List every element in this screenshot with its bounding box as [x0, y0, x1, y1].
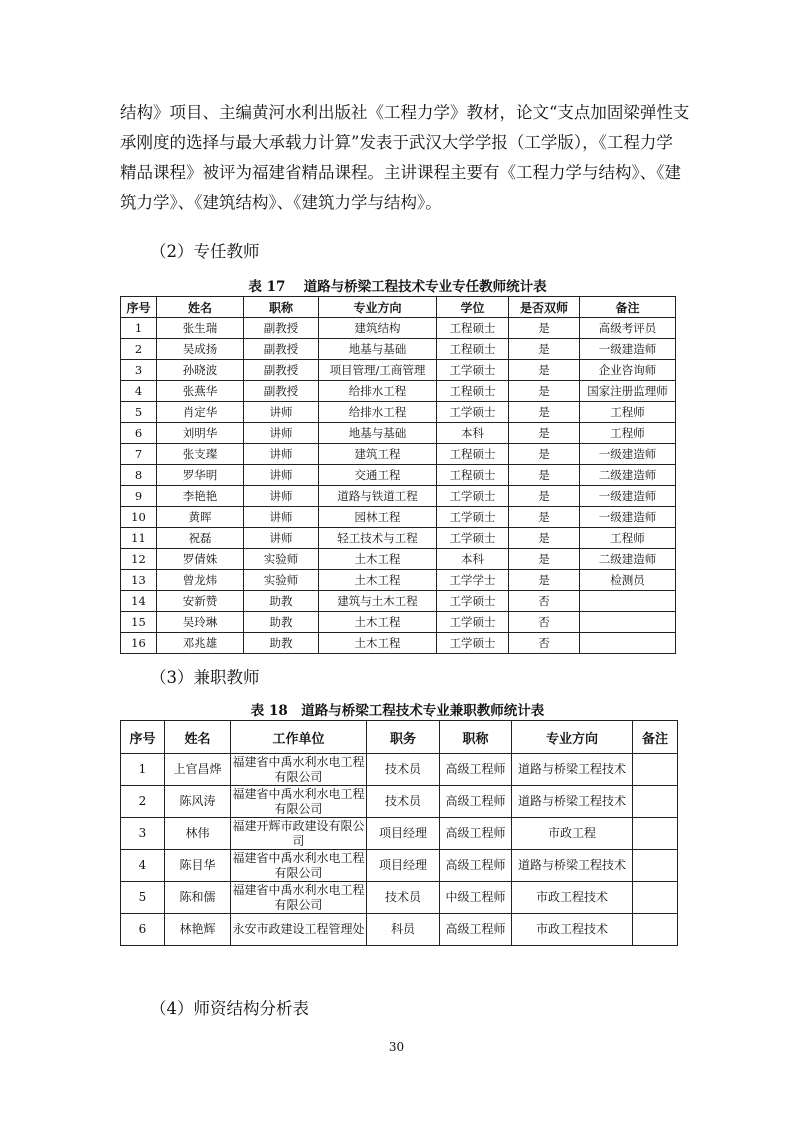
table-18 [120, 720, 678, 946]
table-cell: 讲师 [244, 507, 319, 528]
table-cell: 8 [121, 465, 157, 486]
table-cell: 是 [509, 507, 580, 528]
table-cell: 罗华明 [157, 465, 244, 486]
table-row [121, 444, 676, 465]
table-row [121, 570, 676, 591]
table-cell: 陈目华 [165, 850, 231, 882]
column-header: 姓名 [165, 721, 231, 754]
table-cell: 是 [509, 444, 580, 465]
table-cell: 企业咨询师 [580, 360, 676, 381]
table-cell: 建筑结构 [319, 318, 437, 339]
table-cell: 林伟 [165, 818, 231, 850]
table-row [121, 423, 676, 444]
table-cell [633, 786, 678, 818]
table-cell: 邓兆雄 [157, 633, 244, 654]
table-row [121, 633, 676, 654]
table-cell: 否 [509, 612, 580, 633]
table-row [121, 882, 678, 914]
table-cell: 11 [121, 528, 157, 549]
table-cell: 14 [121, 591, 157, 612]
table-cell: 工学硕士 [437, 402, 509, 423]
column-header: 专业方向 [319, 297, 437, 318]
column-header: 学位 [437, 297, 509, 318]
table-cell: 本科 [437, 549, 509, 570]
table-cell: 张支璨 [157, 444, 244, 465]
table-cell: 高级工程师 [440, 818, 512, 850]
table-cell: 一级建造师 [580, 444, 676, 465]
table-cell [633, 850, 678, 882]
table-cell: 实验师 [244, 549, 319, 570]
table-cell: 检测员 [580, 570, 676, 591]
table-cell: 市政工程 [512, 818, 633, 850]
table-18-header-row [121, 721, 678, 754]
section-heading-4: （4）师资结构分析表 [150, 999, 309, 1018]
table-cell: 工程硕士 [437, 465, 509, 486]
table-cell: 给排水工程 [319, 402, 437, 423]
table-cell: 肖定华 [157, 402, 244, 423]
table-row [121, 465, 676, 486]
table-cell: 讲师 [244, 423, 319, 444]
table-cell: 12 [121, 549, 157, 570]
table-cell: 工程硕士 [437, 318, 509, 339]
intro-line: 结构》项目、主编黄河水利出版社《工程力学》教材，论文“支点加固梁弹性支 [120, 103, 690, 122]
table-cell: 本科 [437, 423, 509, 444]
table-17-body [121, 318, 676, 654]
table-17 [120, 296, 676, 654]
table-cell: 13 [121, 570, 157, 591]
table-row [121, 914, 678, 946]
intro-line: 承刚度的选择与最大承载力计算”发表于武汉大学学报（工学版），《工程力学 [120, 133, 673, 152]
table-cell: 林艳辉 [165, 914, 231, 946]
table-cell: 国家注册监理师 [580, 381, 676, 402]
table-cell: 工程师 [580, 528, 676, 549]
table-cell [580, 633, 676, 654]
table-cell: 地基与基础 [319, 423, 437, 444]
table-cell: 6 [121, 423, 157, 444]
table-cell: 张燕华 [157, 381, 244, 402]
table-cell: 4 [121, 381, 157, 402]
intro-paragraph [120, 98, 690, 218]
table-row [121, 360, 676, 381]
table-cell: 16 [121, 633, 157, 654]
table-cell: 副教授 [244, 381, 319, 402]
column-header: 备注 [633, 721, 678, 754]
table-row [121, 818, 678, 850]
table-18-caption: 表 18 道路与桥梁工程技术专业兼职教师统计表 [250, 703, 545, 719]
table-row [121, 486, 676, 507]
table-cell: 上官昌烨 [165, 754, 231, 786]
table-cell: 工学硕士 [437, 360, 509, 381]
table-cell: 一级建造师 [580, 486, 676, 507]
table-cell: 讲师 [244, 465, 319, 486]
table-cell: 福建省中禹水利水电工程有限公司 [232, 754, 365, 784]
table-cell: 15 [121, 612, 157, 633]
table-cell: 市政工程技术 [512, 914, 633, 946]
table-cell: 刘明华 [157, 423, 244, 444]
table-cell: 陈风涛 [165, 786, 231, 818]
table-cell: 是 [509, 528, 580, 549]
table-cell: 高级工程师 [440, 914, 512, 946]
table-cell: 土木工程 [319, 612, 437, 633]
table-cell: 是 [509, 360, 580, 381]
column-header: 职称 [440, 721, 512, 754]
table-cell: 高级考评员 [580, 318, 676, 339]
table-cell: 高级工程师 [440, 786, 512, 818]
table-cell [633, 882, 678, 914]
table-cell: 地基与基础 [319, 339, 437, 360]
table-cell: 吴玲琳 [157, 612, 244, 633]
table-cell: 4 [121, 850, 165, 882]
table-row [121, 786, 678, 818]
table-cell: 讲师 [244, 402, 319, 423]
section-heading-2: （2）专任教师 [150, 242, 260, 261]
table-cell: 3 [121, 818, 165, 850]
table-cell: 工学硕士 [437, 528, 509, 549]
table-cell: 永安市政建设工程管理处 [231, 914, 367, 946]
table-cell: 副教授 [244, 339, 319, 360]
column-header: 工作单位 [231, 721, 367, 754]
table-row [121, 318, 676, 339]
column-header: 是否双师 [509, 297, 580, 318]
table-cell: 道路与铁道工程 [319, 486, 437, 507]
table-cell: 道路与桥梁工程技术 [512, 850, 633, 882]
table-cell: 实验师 [244, 570, 319, 591]
table-row [121, 528, 676, 549]
table-cell: 给排水工程 [319, 381, 437, 402]
column-header: 专业方向 [512, 721, 633, 754]
table-cell: 工学硕士 [437, 612, 509, 633]
table-row [121, 612, 676, 633]
table-cell: 项目经理 [367, 818, 440, 850]
page-number: 30 [388, 1040, 405, 1054]
table-row [121, 507, 676, 528]
table-cell: 工学硕士 [437, 507, 509, 528]
table-cell: 土木工程 [319, 570, 437, 591]
table-cell: 吴成扬 [157, 339, 244, 360]
table-cell: 工程师 [580, 423, 676, 444]
column-header: 序号 [121, 297, 157, 318]
table-cell: 是 [509, 549, 580, 570]
table-cell: 工程硕士 [437, 381, 509, 402]
table-row [121, 402, 676, 423]
table-17-caption: 表 17 道路与桥梁工程技术专业专任教师统计表 [248, 279, 547, 295]
table-cell: 园林工程 [319, 507, 437, 528]
intro-line: 精品课程》被评为福建省精品课程。主讲课程主要有《工程力学与结构》、《建 [120, 163, 681, 182]
table-cell: 高级工程师 [440, 754, 512, 786]
table-cell: 建筑与土木工程 [319, 591, 437, 612]
table-cell: 陈和儒 [165, 882, 231, 914]
table-cell: 5 [121, 882, 165, 914]
table-cell: 助教 [244, 612, 319, 633]
table-row [121, 339, 676, 360]
column-header: 姓名 [157, 297, 244, 318]
table-cell: 轻工技术与工程 [319, 528, 437, 549]
column-header: 职称 [244, 297, 319, 318]
table-cell: 是 [509, 486, 580, 507]
table-cell: 助教 [244, 591, 319, 612]
table-cell [633, 754, 678, 786]
table-cell [633, 818, 678, 850]
table-cell [633, 914, 678, 946]
table-cell: 市政工程技术 [512, 882, 633, 914]
column-header: 职务 [367, 721, 440, 754]
table-cell: 科员 [367, 914, 440, 946]
table-cell [580, 612, 676, 633]
table-cell: 交通工程 [319, 465, 437, 486]
table-17-header-row [121, 297, 676, 318]
table-row [121, 850, 678, 882]
table-cell: 副教授 [244, 318, 319, 339]
table-cell: 1 [121, 318, 157, 339]
table-cell: 6 [121, 914, 165, 946]
table-cell: 讲师 [244, 528, 319, 549]
table-cell: 福建开辉市政建设有限公司 [232, 818, 365, 848]
table-cell: 技术员 [367, 786, 440, 818]
table-cell: 否 [509, 633, 580, 654]
table-cell: 是 [509, 423, 580, 444]
table-cell: 二级建造师 [580, 465, 676, 486]
table-cell: 9 [121, 486, 157, 507]
table-cell [580, 591, 676, 612]
table-cell: 工学学士 [437, 570, 509, 591]
table-row [121, 754, 678, 786]
table-cell: 福建省中禹水利水电工程有限公司 [232, 850, 365, 880]
table-cell: 讲师 [244, 486, 319, 507]
table-cell: 技术员 [367, 882, 440, 914]
table-cell: 福建省中禹水利水电工程有限公司 [232, 786, 365, 816]
table-cell: 工程硕士 [437, 444, 509, 465]
table-cell: 黄晖 [157, 507, 244, 528]
table-cell: 否 [509, 591, 580, 612]
table-cell: 项目经理 [367, 850, 440, 882]
table-cell: 讲师 [244, 444, 319, 465]
section-heading-3: （3）兼职教师 [150, 668, 260, 687]
table-cell: 一级建造师 [580, 339, 676, 360]
table-cell: 工学硕士 [437, 591, 509, 612]
table-cell: 助教 [244, 633, 319, 654]
table-cell: 土木工程 [319, 633, 437, 654]
table-cell: 罗倩姝 [157, 549, 244, 570]
table-cell: 孙晓波 [157, 360, 244, 381]
table-cell: 技术员 [367, 754, 440, 786]
table-cell: 道路与桥梁工程技术 [512, 754, 633, 786]
table-cell: 是 [509, 465, 580, 486]
table-cell: 1 [121, 754, 165, 786]
table-cell: 2 [121, 786, 165, 818]
table-cell: 5 [121, 402, 157, 423]
table-cell: 2 [121, 339, 157, 360]
table-cell: 道路与桥梁工程技术 [512, 786, 633, 818]
table-row [121, 591, 676, 612]
table-cell: 是 [509, 318, 580, 339]
table-cell: 安新赞 [157, 591, 244, 612]
table-cell: 工学硕士 [437, 633, 509, 654]
table-cell: 项目管理/工商管理 [319, 360, 437, 381]
table-cell: 一级建造师 [580, 507, 676, 528]
table-cell: 祝磊 [157, 528, 244, 549]
table-cell: 是 [509, 570, 580, 591]
table-cell: 是 [509, 381, 580, 402]
table-cell: 建筑工程 [319, 444, 437, 465]
table-cell: 张生瑞 [157, 318, 244, 339]
table-row [121, 381, 676, 402]
table-cell: 是 [509, 339, 580, 360]
table-cell: 是 [509, 402, 580, 423]
table-row [121, 549, 676, 570]
table-cell: 中级工程师 [440, 882, 512, 914]
table-cell: 工程硕士 [437, 339, 509, 360]
table-18-body [121, 754, 678, 946]
column-header: 备注 [580, 297, 676, 318]
table-cell: 7 [121, 444, 157, 465]
table-cell: 副教授 [244, 360, 319, 381]
table-cell: 10 [121, 507, 157, 528]
column-header: 序号 [121, 721, 165, 754]
table-cell: 曾龙炜 [157, 570, 244, 591]
table-cell: 工程师 [580, 402, 676, 423]
table-cell: 工学硕士 [437, 486, 509, 507]
intro-line: 筑力学》、《建筑结构》、《建筑力学与结构》。 [120, 193, 442, 212]
table-cell: 土木工程 [319, 549, 437, 570]
table-cell: 李艳艳 [157, 486, 244, 507]
table-cell: 3 [121, 360, 157, 381]
table-cell: 高级工程师 [440, 850, 512, 882]
table-cell: 二级建造师 [580, 549, 676, 570]
table-cell: 福建省中禹水利水电工程有限公司 [232, 882, 365, 912]
